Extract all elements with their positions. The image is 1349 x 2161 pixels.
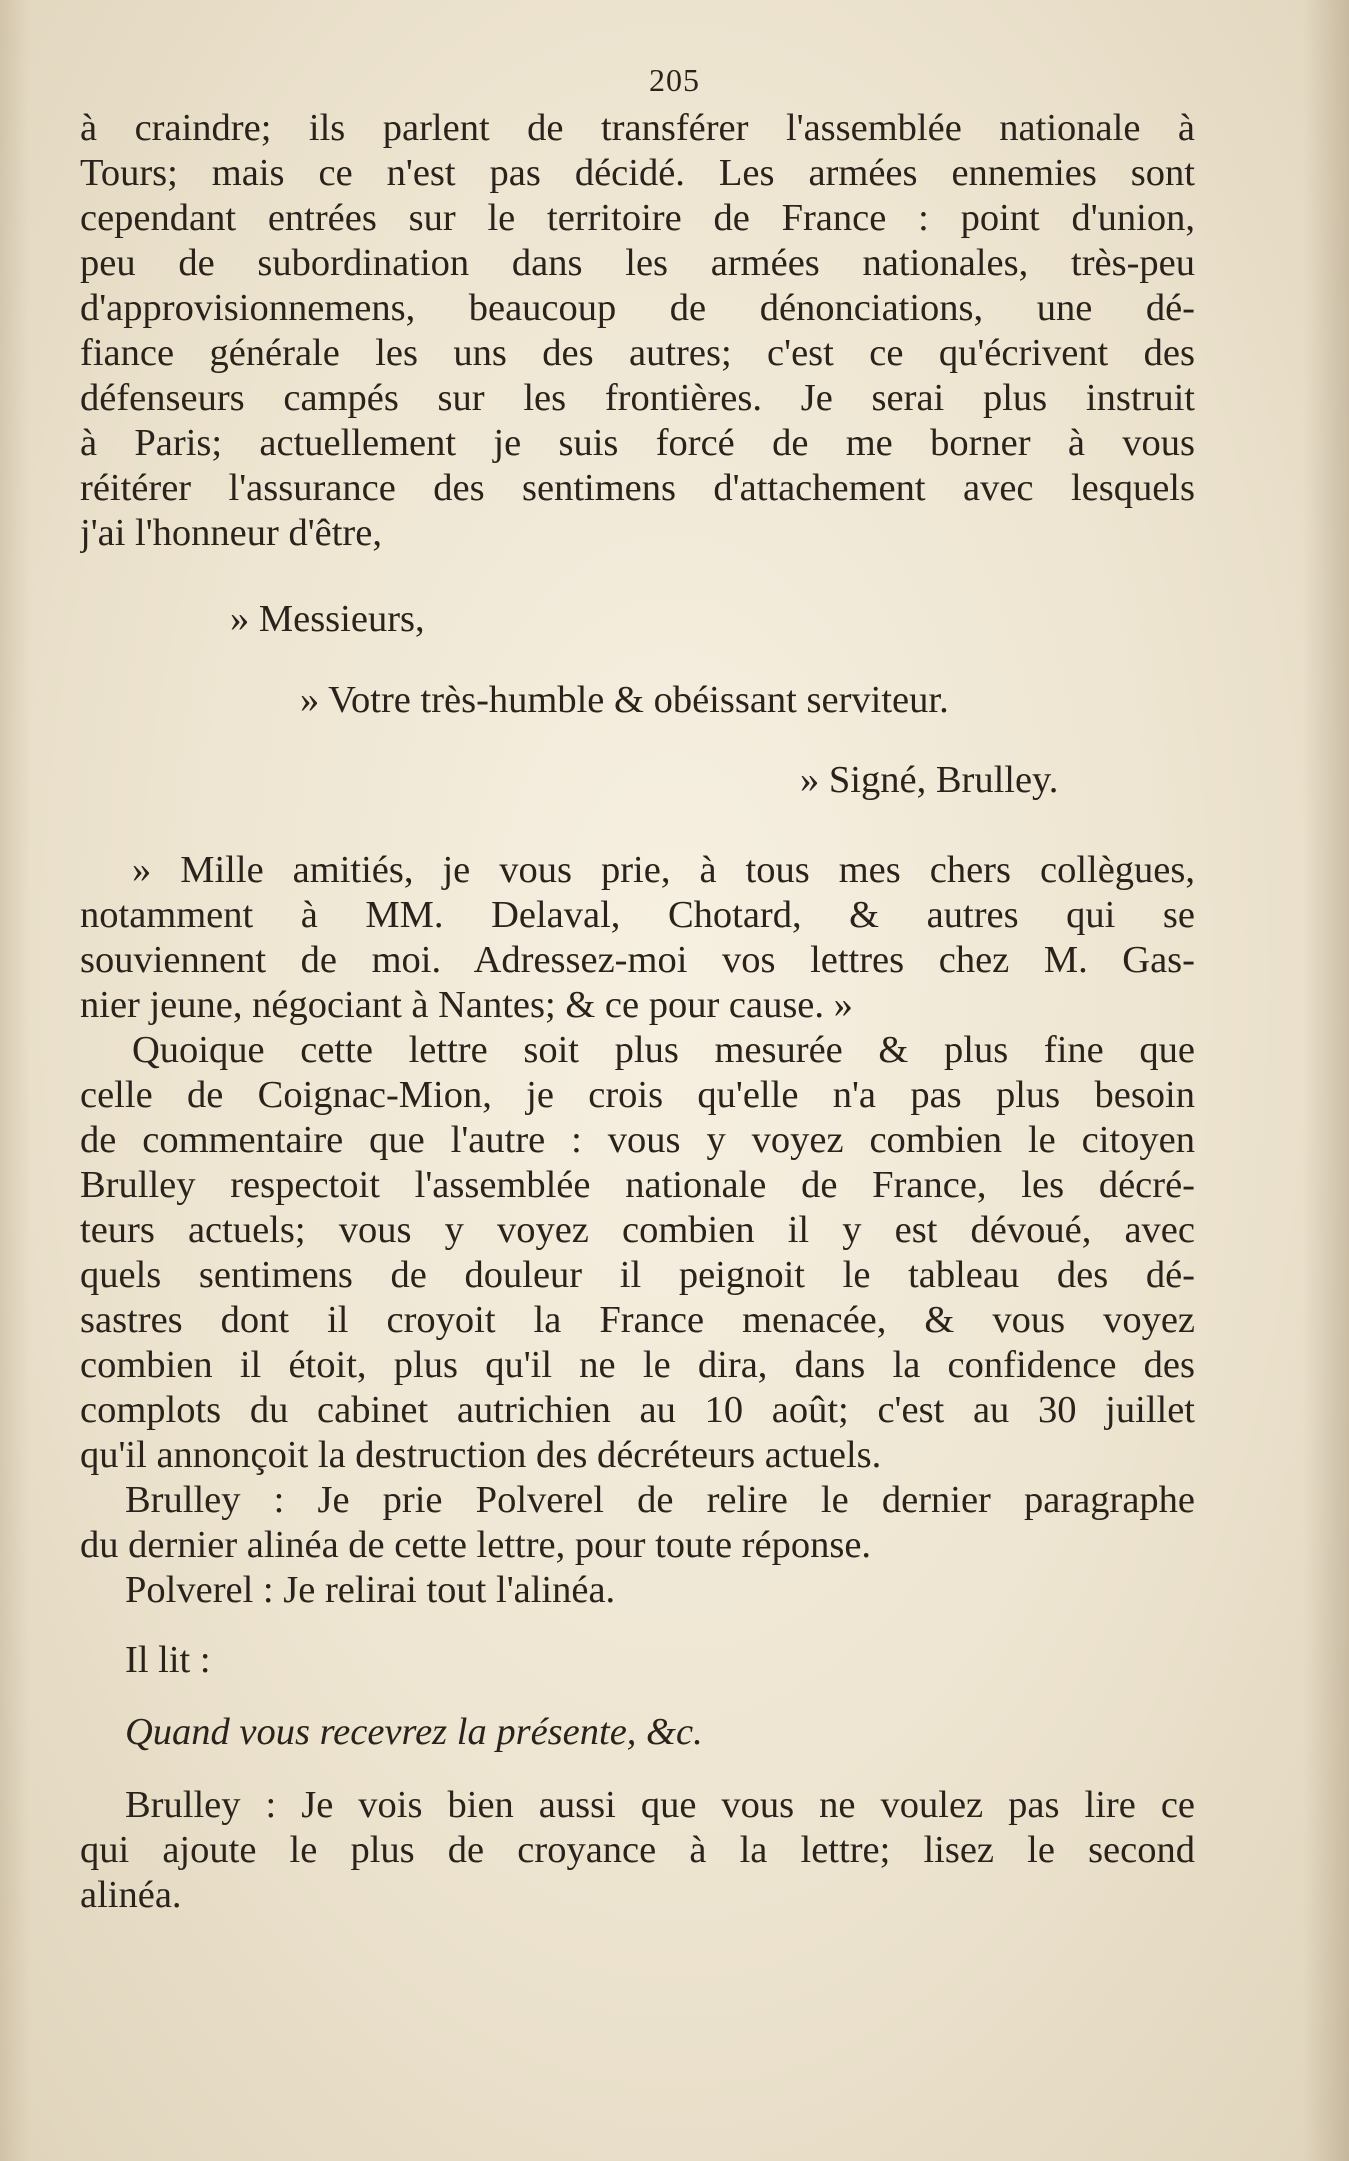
commentary-line-4: Brulley respectoit l'assemblée nationale de France, les décré-	[80, 1164, 1195, 1206]
postscript-line-3: souviennent de moi. Adressez-moi vos lettres chez M. Gas-	[80, 939, 1195, 981]
text-line-6: fiance générale les uns des autres; c'est ce qu'écrivent des	[80, 332, 1195, 374]
page-number: 205	[649, 62, 700, 98]
dialogue-line-5: Brulley : Je vois bien aussi que vous ne voulez pas lire ce	[125, 1784, 1195, 1826]
text-line-4: peu de subordination dans les armées nationales, très-peu	[80, 242, 1195, 284]
postscript-line-2: notamment à MM. Delaval, Chotard, & autres qui se	[80, 894, 1195, 936]
closing-line: » Votre très-humble & obéissant serviteur.	[300, 679, 949, 721]
dialogue-line-2: du dernier alinéa de cette lettre, pour toute réponse.	[80, 1524, 872, 1566]
signature-text: » Signé, Brulley.	[800, 759, 1059, 801]
commentary-line-9: complots du cabinet autrichien au 10 août; c'est au 30 juillet	[80, 1389, 1195, 1431]
commentary-line-10: qu'il annonçoit la destruction des décréteurs actuels.	[80, 1434, 882, 1476]
commentary-line-1: Quoique cette lettre soit plus mesurée & plus fine que	[132, 1029, 1195, 1071]
commentary-line-5: teurs actuels; vous y voyez combien il y est dévoué, avec	[80, 1209, 1195, 1251]
commentary-line-7: sastres dont il croyoit la France menacée, & vous voyez	[80, 1299, 1195, 1341]
commentary-line-2: celle de Coignac-Mion, je crois qu'elle n'a pas plus besoin	[80, 1074, 1195, 1116]
signature-line	[800, 758, 1200, 803]
text-line-5: d'approvisionnemens, beaucoup de dénonciations, une dé-	[80, 287, 1195, 329]
dialogue-line-7: alinéa.	[80, 1874, 182, 1916]
text-line-1: à craindre; ils parlent de transférer l'assemblée nationale à	[80, 107, 1195, 149]
text-line-3: cependant entrées sur le territoire de France : point d'union,	[80, 197, 1195, 239]
text-line-8: à Paris; actuellement je suis forcé de me borner à vous	[80, 422, 1195, 464]
text-line-2: Tours; mais ce n'est pas décidé. Les armées ennemies sont	[80, 152, 1195, 194]
commentary-line-6: quels sentimens de douleur il peignoit le tableau des dé-	[80, 1254, 1195, 1296]
dialogue-line-4: Il lit :	[125, 1639, 211, 1681]
dialogue-line-6: qui ajoute le plus de croyance à la lettre; lisez le second	[80, 1829, 1195, 1871]
text-line-9: réitérer l'assurance des sentimens d'attachement avec lesquels	[80, 467, 1195, 509]
salutation-line: » Messieurs,	[230, 598, 425, 640]
postscript-line-4: nier jeune, négociant à Nantes; & ce pour cause. »	[80, 984, 853, 1026]
quoted-letter-line: Quand vous recevrez la présente, &c.	[125, 1711, 703, 1753]
text-line-10: j'ai l'honneur d'être,	[80, 512, 382, 554]
text-line-7: défenseurs campés sur les frontières. Je serai plus instruit	[80, 377, 1195, 419]
commentary-line-8: combien il étoit, plus qu'il ne le dira, dans la confidence des	[80, 1344, 1195, 1386]
commentary-line-3: de commentaire que l'autre : vous y voyez combien le citoyen	[80, 1119, 1195, 1161]
page-edge-shadow	[1303, 0, 1349, 2161]
dialogue-line-3: Polverel : Je relirai tout l'alinéa.	[125, 1569, 616, 1611]
page-gutter-shadow	[0, 0, 30, 2161]
postscript-line-1: » Mille amitiés, je vous prie, à tous mes chers collègues,	[132, 849, 1195, 891]
dialogue-line-1: Brulley : Je prie Polverel de relire le dernier paragraphe	[125, 1479, 1195, 1521]
